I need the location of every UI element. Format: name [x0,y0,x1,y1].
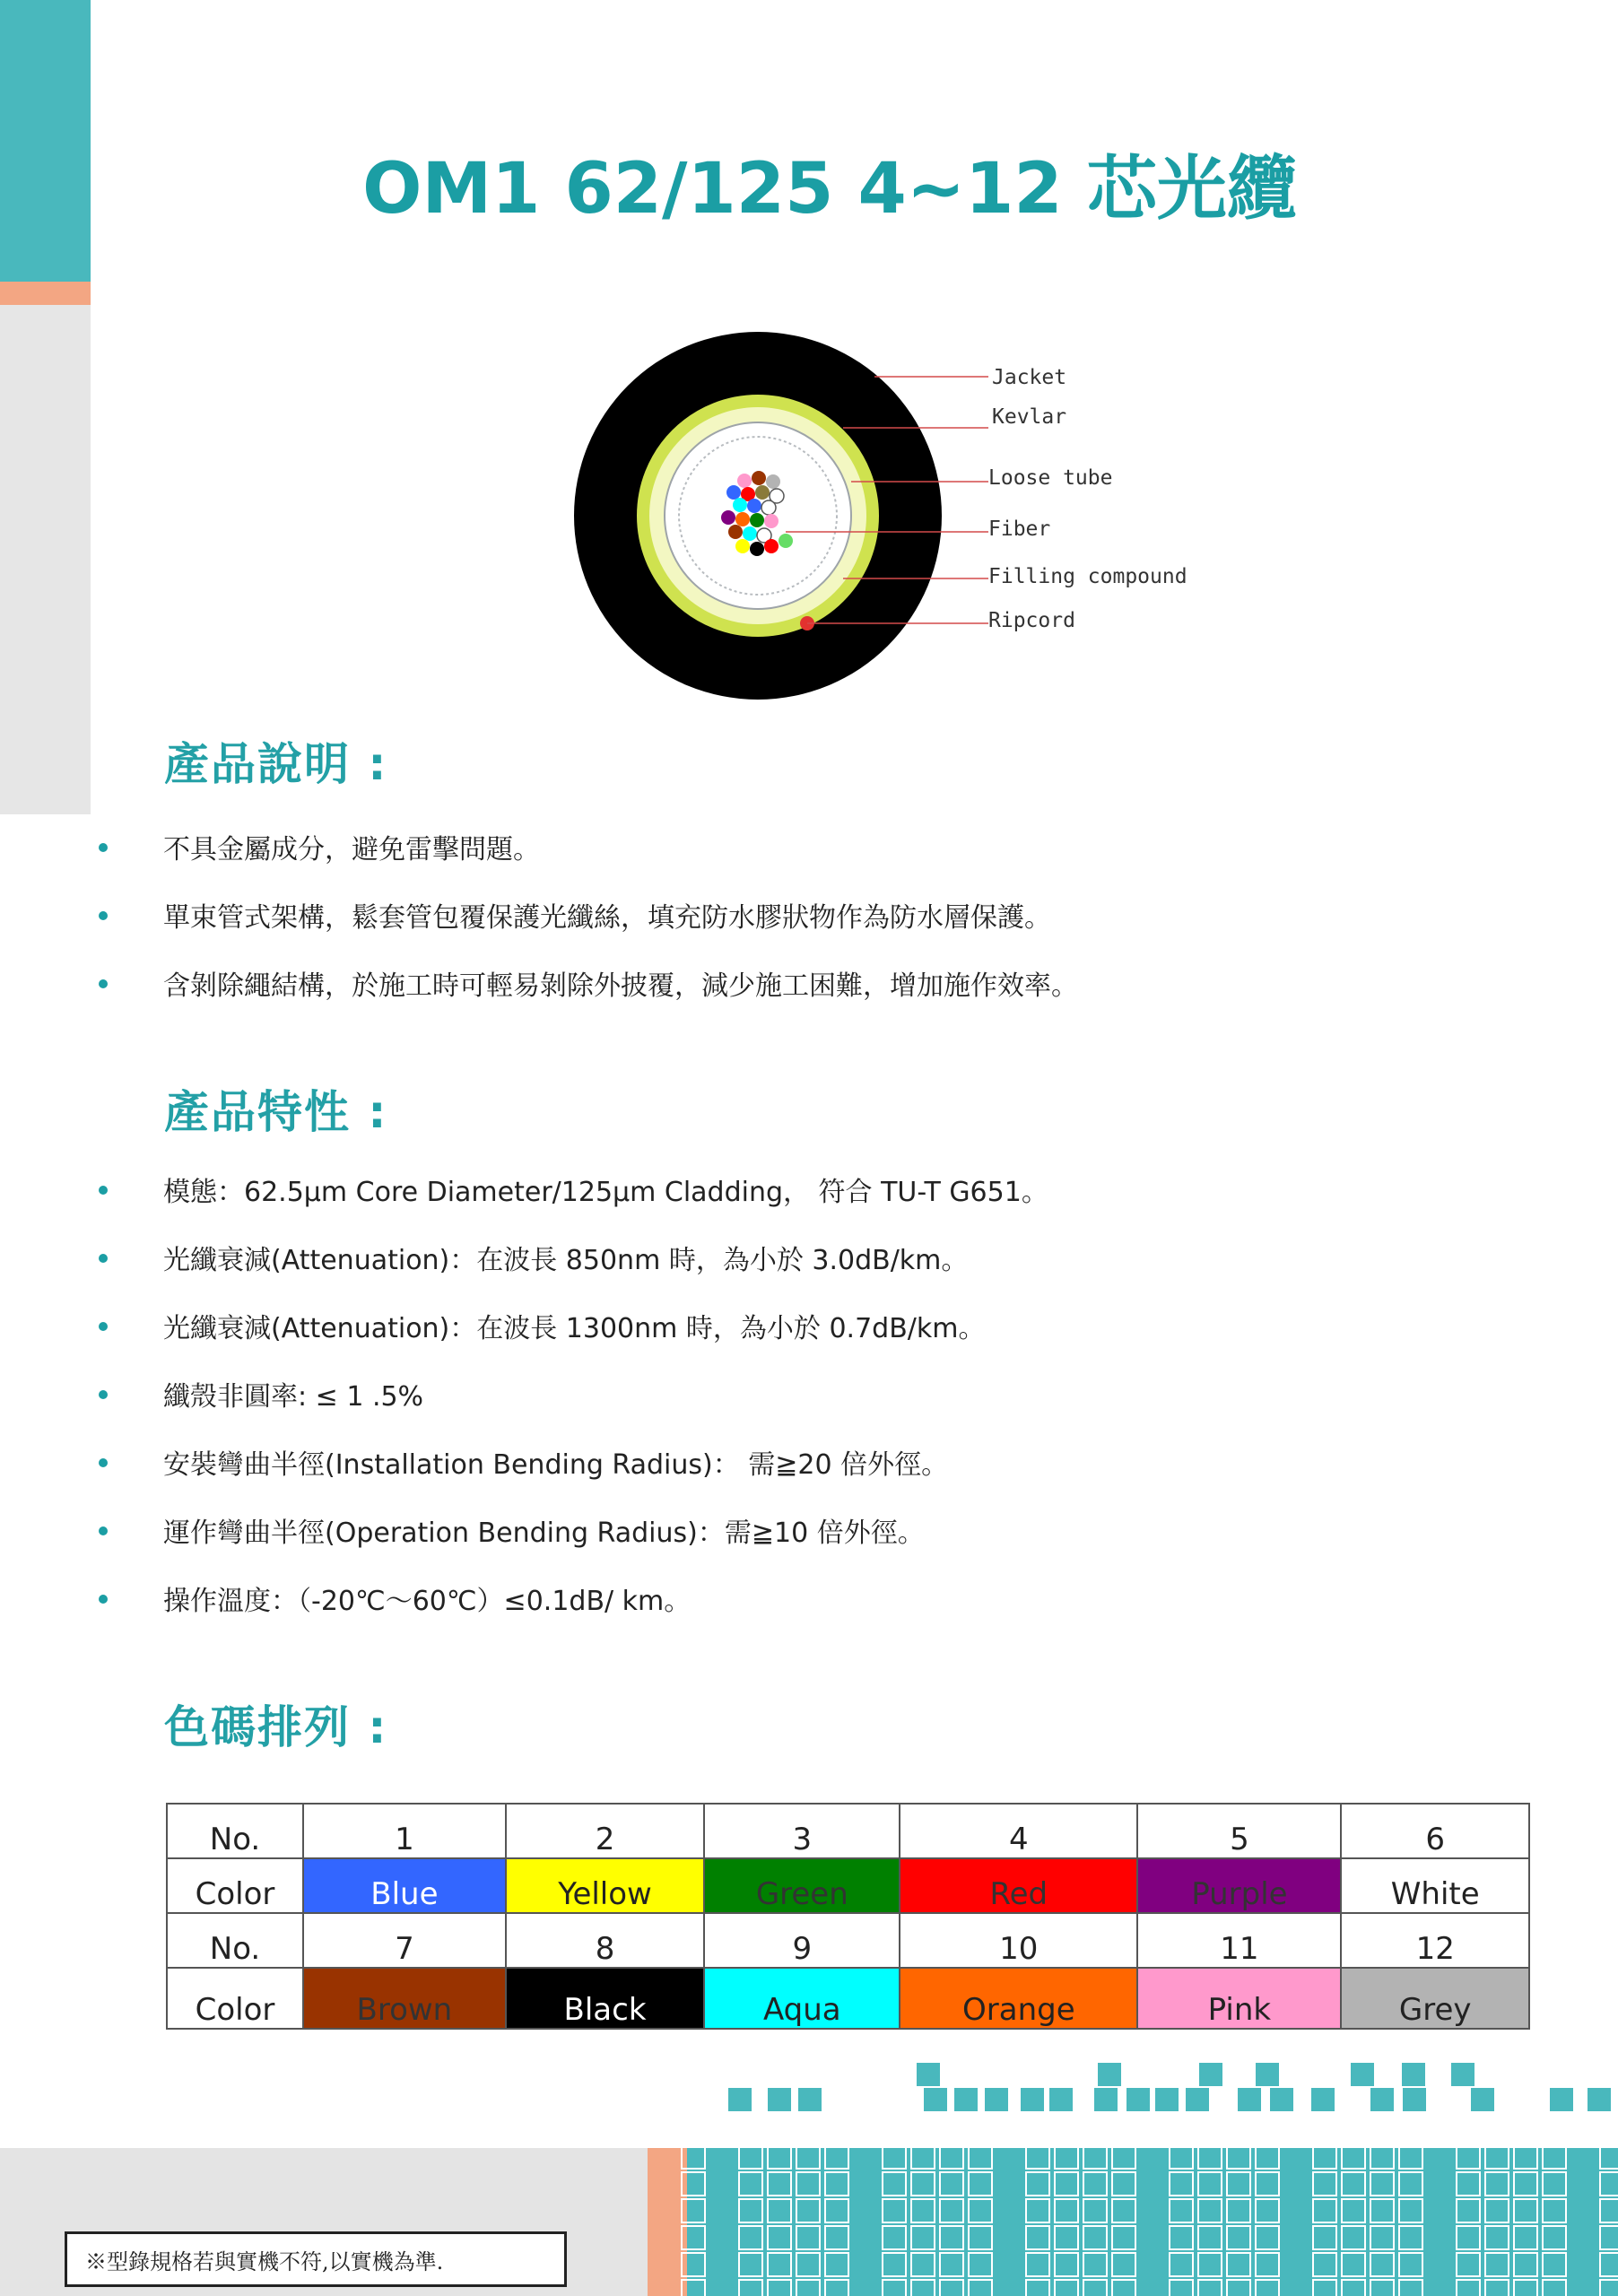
pixel-outline-tile [969,2118,992,2142]
pixel-outline-tile [1514,2226,1537,2249]
pixel-outline-tile [1600,2145,1618,2169]
pixel-outline-tile [883,2118,906,2142]
pixel-outline-tile [1083,2253,1107,2276]
pixel-outline-tile [682,2280,705,2296]
pixel-outline-tile [969,2280,992,2296]
pixel-outline-tile [768,2226,791,2249]
pixel-outline-tile [883,2226,906,2249]
pixel-outline-tile [1112,2145,1135,2169]
pixel-outline-tile [796,2199,820,2222]
fiber-color-cell: Purple [1137,1858,1341,1913]
pixel-tile [1351,2063,1374,2086]
pixel-outline-tile [1485,2199,1509,2222]
pixel-outline-tile [1055,2253,1078,2276]
pixel-outline-tile [1370,2145,1394,2169]
pixel-outline-tile [1227,2253,1250,2276]
section-heading-color-code: 色碼排列 : [164,1701,388,1753]
pixel-outline-tile [768,2145,791,2169]
pixel-outline-tile [825,2253,848,2276]
bullet-dot [99,843,108,852]
side-accent-grey [0,305,91,814]
pixel-outline-tile [768,2253,791,2276]
pixel-outline-tile [1055,2199,1078,2222]
pixel-outline-tile [1227,2145,1250,2169]
pixel-outline-tile [911,2199,935,2222]
pixel-outline-tile [1342,2118,1365,2142]
pixel-outline-tile [1112,2280,1135,2296]
pixel-outline-tile [1170,2118,1193,2142]
pixel-tile [1403,2088,1426,2111]
pixel-outline-tile [1457,2253,1480,2276]
pixel-outline-tile [1514,2118,1537,2142]
pixel-outline-tile [1170,2280,1193,2296]
pixel-outline-tile [1399,2172,1422,2196]
bullet-dot [99,1186,108,1195]
pixel-outline-tile [1198,2199,1222,2222]
fiber-color-cell: Orange [900,1968,1137,2029]
fiber-number-cell: 9 [704,1913,900,1968]
pixel-outline-tile [911,2280,935,2296]
bullet-dot [99,1390,108,1399]
pixel-outline-tile [739,2199,762,2222]
pixel-outline-tile [1198,2118,1222,2142]
pixel-outline-tile [1514,2280,1537,2296]
bullet-dot [99,979,108,988]
fiber-number-cell: 3 [704,1804,900,1858]
fiber-number-cell: 4 [900,1804,1137,1858]
pixel-outline-tile [1342,2199,1365,2222]
pixel-tile [1094,2088,1118,2111]
pixel-outline-tile [940,2118,963,2142]
pixel-outline-tile [1256,2172,1279,2196]
pixel-outline-tile [1543,2280,1566,2296]
pixel-outline-tile [1026,2253,1049,2276]
cable-cross-section-diagram [574,318,1292,713]
pixel-outline-tile [1170,2172,1193,2196]
pixel-outline-tile [1198,2172,1222,2196]
pixel-tile [1021,2088,1044,2111]
fiber-color-cell: Pink [1137,1968,1341,2029]
pixel-outline-tile [1457,2226,1480,2249]
fiber-number-cell: 10 [900,1913,1137,1968]
pixel-outline-tile [911,2145,935,2169]
color-code-table [166,1803,1530,2030]
pixel-outline-tile [825,2226,848,2249]
pixel-outline-tile [1600,2172,1618,2196]
pixel-outline-tile [1112,2199,1135,2222]
fiber-color-cell: Green [704,1858,900,1913]
pixel-outline-tile [1399,2226,1422,2249]
pixel-outline-tile [1457,2172,1480,2196]
fiber-number-cell: 12 [1341,1913,1529,1968]
pixel-outline-tile [796,2280,820,2296]
pixel-outline-tile [1313,2118,1336,2142]
fiber-number-cell: 8 [506,1913,705,1968]
fiber-number-cell: 2 [506,1804,705,1858]
pixel-outline-tile [739,2145,762,2169]
pixel-outline-tile [1514,2172,1537,2196]
pixel-outline-tile [682,2226,705,2249]
pixel-outline-tile [1026,2145,1049,2169]
pixel-tile [1370,2088,1394,2111]
pixel-outline-tile [1256,2118,1279,2142]
pixel-outline-tile [1313,2145,1336,2169]
pixel-tile [1186,2088,1209,2111]
pixel-outline-tile [1543,2253,1566,2276]
pixel-outline-tile [768,2280,791,2296]
pixel-outline-tile [1112,2226,1135,2249]
pixel-outline-tile [1514,2145,1537,2169]
pixel-outline-tile [1313,2253,1336,2276]
pixel-outline-tile [1227,2199,1250,2222]
pixel-outline-tile [1342,2145,1365,2169]
pixel-tile [1199,2063,1222,2086]
pixel-outline-tile [739,2172,762,2196]
pixel-outline-tile [911,2226,935,2249]
pixel-outline-tile [796,2226,820,2249]
label-kevlar: Kevlar [992,405,1067,429]
pixel-tile [1451,2063,1474,2086]
pixel-tile [1402,2063,1425,2086]
pixel-outline-tile [969,2226,992,2249]
pixel-outline-tile [682,2118,705,2142]
pixel-tile [1098,2063,1121,2086]
pixel-outline-tile [1083,2199,1107,2222]
pixel-outline-tile [1227,2226,1250,2249]
pixel-outline-tile [1170,2199,1193,2222]
pixel-outline-tile [1055,2172,1078,2196]
pixel-outline-tile [1342,2280,1365,2296]
pixel-outline-tile [940,2172,963,2196]
pixel-tile [1155,2088,1179,2111]
pixel-outline-tile [1514,2253,1537,2276]
pixel-outline-tile [1313,2172,1336,2196]
pixel-outline-tile [1399,2199,1422,2222]
fiber-color-cell: Brown [303,1968,506,2029]
pixel-outline-tile [1198,2226,1222,2249]
pixel-outline-tile [1370,2172,1394,2196]
fiber-number-cell: 6 [1341,1804,1529,1858]
pixel-outline-tile [825,2199,848,2222]
pixel-tile [1049,2088,1073,2111]
pixel-tile [768,2088,791,2111]
pixel-outline-tile [1313,2199,1336,2222]
pixel-outline-tile [1055,2145,1078,2169]
footer-disclaimer: ※型錄規格若與實機不符,以實機為準. [65,2231,567,2287]
pixel-outline-tile [911,2253,935,2276]
label-jacket: Jacket [992,366,1067,389]
pixel-outline-tile [682,2172,705,2196]
label-filling-compound: Filling compound [988,565,1187,588]
pixel-outline-tile [1055,2280,1078,2296]
pixel-outline-tile [739,2280,762,2296]
bullet-dot [99,1254,108,1263]
pixel-outline-tile [969,2172,992,2196]
pixel-outline-tile [883,2145,906,2169]
pixel-outline-tile [883,2253,906,2276]
fiber-number-cell: 11 [1137,1913,1341,1968]
pixel-outline-tile [1485,2172,1509,2196]
fiber-color-cell: Red [900,1858,1137,1913]
pixel-outline-tile [796,2118,820,2142]
pixel-outline-tile [911,2172,935,2196]
pixel-outline-tile [1198,2280,1222,2296]
pixel-outline-tile [1170,2253,1193,2276]
fiber-number-cell: 7 [303,1913,506,1968]
pixel-outline-tile [1227,2280,1250,2296]
pixel-outline-tile [1370,2199,1394,2222]
pixel-outline-tile [1256,2226,1279,2249]
pixel-outline-tile [1026,2172,1049,2196]
pixel-tile [1256,2063,1279,2086]
pixel-outline-tile [1026,2226,1049,2249]
pixel-outline-tile [1256,2145,1279,2169]
pixel-tile [1270,2088,1293,2111]
fiber-color-cell: Black [506,1968,705,2029]
pixel-outline-tile [825,2280,848,2296]
pixel-outline-tile [682,2145,705,2169]
pixel-outline-tile [1083,2118,1107,2142]
pixel-outline-tile [796,2172,820,2196]
pixel-outline-tile [1083,2226,1107,2249]
pixel-outline-tile [825,2172,848,2196]
pixel-outline-tile [1342,2253,1365,2276]
bullet-dot [99,1526,108,1535]
pixel-outline-tile [1112,2172,1135,2196]
pixel-outline-tile [768,2199,791,2222]
pixel-tile [1311,2088,1335,2111]
pixel-outline-tile [682,2253,705,2276]
pixel-outline-tile [1457,2145,1480,2169]
pixel-outline-tile [739,2226,762,2249]
pixel-tile [798,2088,822,2111]
pixel-outline-tile [1485,2280,1509,2296]
pixel-outline-tile [940,2226,963,2249]
pixel-outline-tile [911,2118,935,2142]
pixel-outline-tile [1457,2280,1480,2296]
pixel-outline-tile [1600,2199,1618,2222]
fiber-color-cell: White [1341,1858,1529,1913]
pixel-outline-tile [1083,2172,1107,2196]
pixel-tile [1471,2088,1494,2111]
fiber-number-cell: 1 [303,1804,506,1858]
pixel-outline-tile [969,2253,992,2276]
pixel-outline-tile [1485,2253,1509,2276]
pixel-outline-tile [1170,2145,1193,2169]
pixel-outline-tile [1600,2253,1618,2276]
pixel-outline-tile [796,2145,820,2169]
color-header-cell: Color [167,1968,303,2029]
pixel-outline-tile [796,2253,820,2276]
pixel-outline-tile [1370,2253,1394,2276]
pixel-outline-tile [1514,2199,1537,2222]
pixel-tile [954,2088,978,2111]
pixel-tile [1238,2088,1261,2111]
pixel-outline-tile [1370,2226,1394,2249]
pixel-tile [1550,2088,1573,2111]
pixel-outline-tile [883,2280,906,2296]
fiber-color-cell: Blue [303,1858,506,1913]
pixel-outline-tile [1457,2199,1480,2222]
pixel-outline-tile [1543,2145,1566,2169]
fiber-number-cell: 5 [1137,1804,1341,1858]
pixel-outline-tile [1543,2118,1566,2142]
pixel-outline-tile [1256,2280,1279,2296]
pixel-outline-tile [1457,2118,1480,2142]
pixel-outline-tile [940,2280,963,2296]
no-header-cell: No. [167,1804,303,1858]
pixel-outline-tile [1026,2118,1049,2142]
pixel-outline-tile [1543,2226,1566,2249]
section-heading-description: 產品說明 : [164,738,388,790]
pixel-tile [924,2088,947,2111]
page-title: OM1 62/125 4~12 芯光纜 [362,149,1297,230]
pixel-outline-tile [969,2199,992,2222]
pixel-outline-tile [1485,2118,1509,2142]
pixel-outline-tile [1313,2226,1336,2249]
pixel-outline-tile [1198,2253,1222,2276]
pixel-outline-tile [1342,2172,1365,2196]
pixel-outline-tile [1399,2145,1422,2169]
pixel-outline-tile [1227,2118,1250,2142]
pixel-outline-tile [1600,2280,1618,2296]
pixel-outline-tile [940,2145,963,2169]
pixel-outline-tile [969,2145,992,2169]
no-header-cell: No. [167,1913,303,1968]
pixel-outline-tile [1600,2226,1618,2249]
pixel-outline-tile [1543,2199,1566,2222]
pixel-outline-tile [1399,2118,1422,2142]
pixel-outline-tile [682,2199,705,2222]
pixel-outline-tile [1485,2145,1509,2169]
pixel-tile [985,2088,1008,2111]
pixel-outline-tile [1170,2226,1193,2249]
pixel-outline-tile [1313,2280,1336,2296]
label-loose-tube: Loose tube [988,466,1113,490]
pixel-outline-tile [1342,2226,1365,2249]
label-fiber: Fiber [988,517,1051,541]
pixel-outline-tile [1055,2226,1078,2249]
pixel-outline-tile [1112,2118,1135,2142]
pixel-outline-tile [1399,2253,1422,2276]
pixel-outline-tile [883,2172,906,2196]
pixel-outline-tile [883,2199,906,2222]
pixel-tile [728,2088,752,2111]
pixel-outline-tile [1198,2145,1222,2169]
pixel-outline-tile [1543,2172,1566,2196]
pixel-outline-tile [1055,2118,1078,2142]
side-accent-salmon [0,282,91,305]
footer-pixel-pattern [664,2063,1618,2296]
bullet-dot [99,1595,108,1604]
pixel-outline-tile [1399,2280,1422,2296]
fiber-color-cell: Grey [1341,1968,1529,2029]
pixel-outline-tile [940,2199,963,2222]
pixel-outline-tile [1600,2118,1618,2142]
pixel-tile [1127,2088,1150,2111]
pixel-outline-tile [1026,2199,1049,2222]
section-heading-features: 產品特性 : [164,1086,388,1138]
bullet-dot [99,1458,108,1467]
pixel-outline-tile [739,2118,762,2142]
pixel-outline-tile [825,2145,848,2169]
pixel-outline-tile [1083,2145,1107,2169]
color-header-cell: Color [167,1858,303,1913]
bullet-dot [99,911,108,920]
pixel-outline-tile [768,2172,791,2196]
pixel-outline-tile [1112,2253,1135,2276]
pixel-outline-tile [768,2118,791,2142]
pixel-outline-tile [1256,2253,1279,2276]
pixel-outline-tile [940,2253,963,2276]
pixel-tile [917,2063,940,2086]
fiber-color-cell: Yellow [506,1858,705,1913]
pixel-outline-tile [1485,2226,1509,2249]
pixel-outline-tile [739,2253,762,2276]
pixel-outline-tile [1370,2280,1394,2296]
pixel-outline-tile [1227,2172,1250,2196]
fiber-color-cell: Aqua [704,1968,900,2029]
label-ripcord: Ripcord [988,609,1075,632]
pixel-outline-tile [1370,2118,1394,2142]
pixel-outline-tile [1256,2199,1279,2222]
bullet-dot [99,1322,108,1331]
pixel-tile [1588,2088,1611,2111]
pixel-outline-tile [1083,2280,1107,2296]
pixel-outline-tile [825,2118,848,2142]
pixel-outline-tile [1026,2280,1049,2296]
